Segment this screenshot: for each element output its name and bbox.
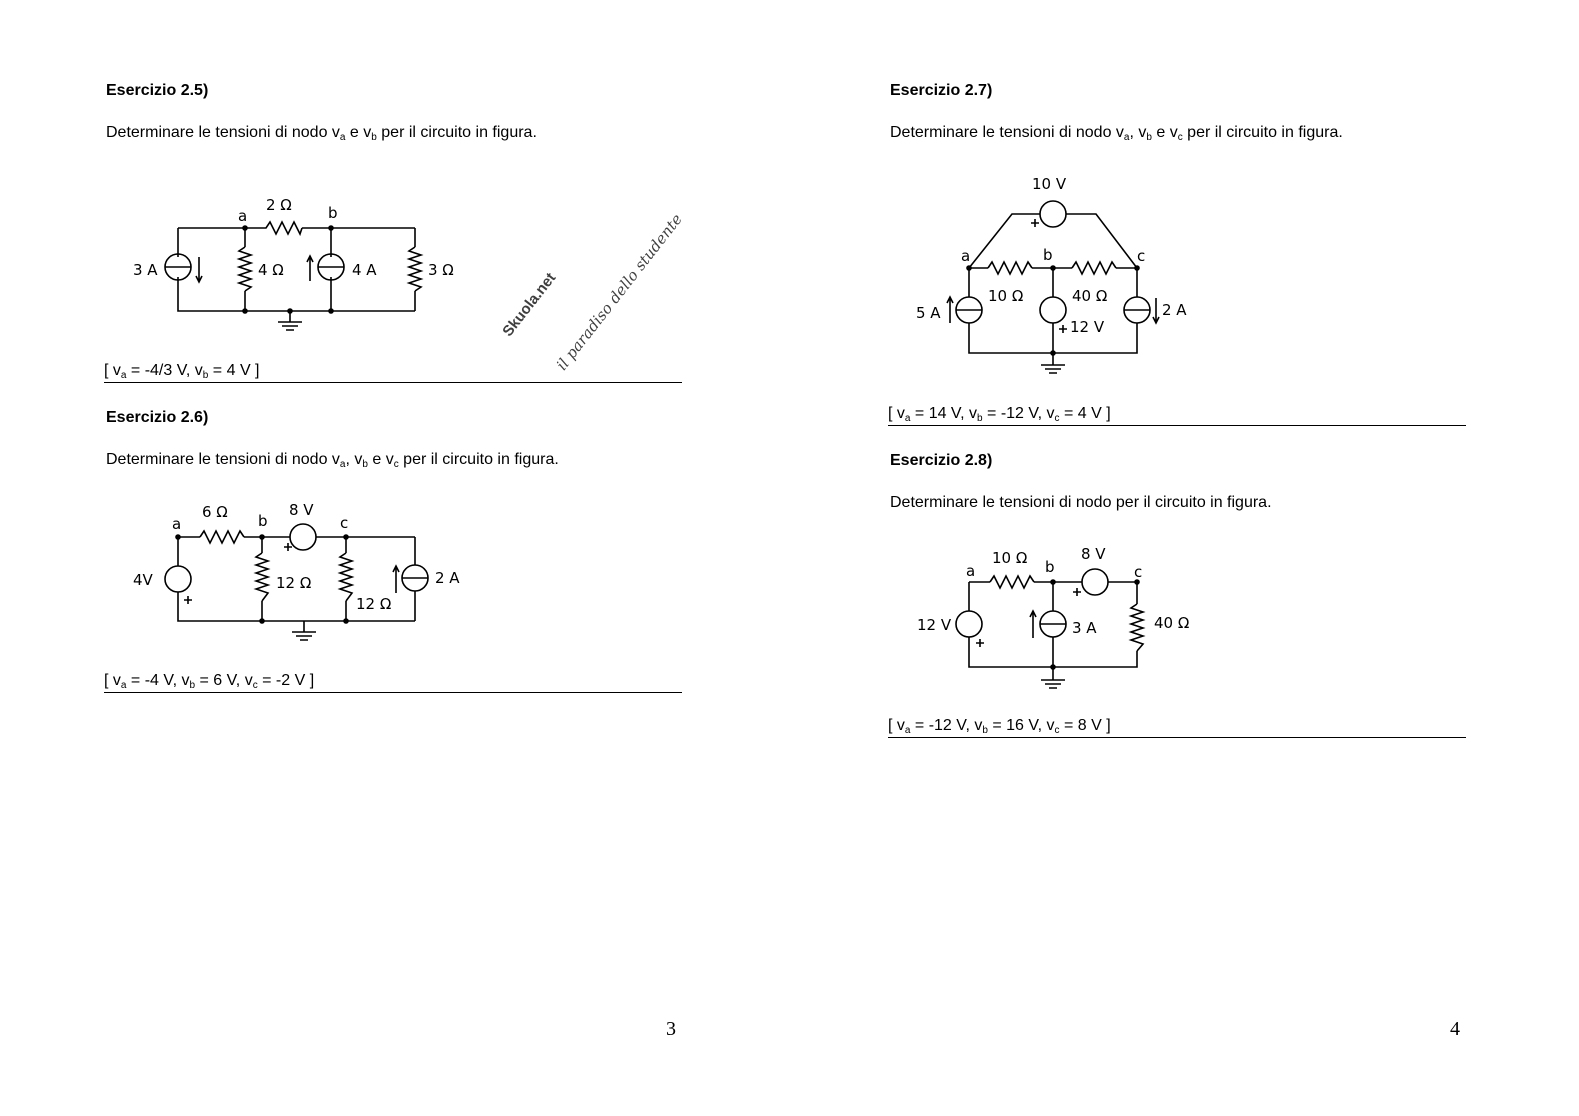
circuit-2-6	[120, 495, 480, 655]
arrow-up-icon	[1030, 611, 1036, 638]
svg-text:12 V: 12 V	[1070, 318, 1105, 336]
ground-icon	[1041, 353, 1065, 373]
svg-text:12 Ω: 12 Ω	[356, 595, 392, 613]
ground-icon	[1041, 667, 1065, 688]
arrow-down-icon	[1153, 298, 1159, 323]
ground-icon	[292, 621, 316, 640]
svg-text:12 Ω: 12 Ω	[276, 574, 312, 592]
circuit-2-8	[900, 540, 1240, 710]
svg-text:c: c	[1137, 247, 1146, 265]
circuit-2-5	[120, 185, 480, 345]
voltage-source-12v	[1040, 297, 1066, 323]
voltage-source-10v	[1040, 201, 1066, 227]
svg-text:a: a	[238, 207, 248, 225]
watermark-tagline: il paradiso dello studente	[552, 210, 686, 374]
svg-text:10 Ω: 10 Ω	[988, 287, 1024, 305]
answer-2-8: [ $v_a = -12$ V, $v_b = 16$ V, $v_c = 8$ V ]	[888, 717, 1466, 738]
svg-text:c: c	[1134, 563, 1143, 581]
resistor-40-ohm	[1072, 262, 1116, 274]
svg-text:b: b	[1045, 558, 1055, 576]
svg-text:4 Ω: 4 Ω	[258, 261, 284, 279]
svg-text:b: b	[258, 512, 268, 530]
svg-text:c: c	[340, 514, 349, 532]
exercise-title-2-5: Esercizio 2.5)	[106, 82, 209, 99]
svg-text:4 A: 4 A	[352, 261, 377, 279]
svg-text:10 V: 10 V	[1032, 175, 1067, 193]
svg-text:6 Ω: 6 Ω	[202, 503, 228, 521]
exercise-prompt-2-6: Determinare le tensioni di nodo $v_a$, $v_b$ e $v_c$ per il circuito in figura.	[106, 451, 559, 470]
voltage-source-4v	[165, 566, 191, 592]
voltage-source-8v	[1082, 569, 1108, 595]
page-number-left: 3	[666, 1018, 676, 1040]
ground-icon	[278, 311, 302, 330]
svg-text:8 V: 8 V	[289, 501, 314, 519]
arrow-up-icon	[947, 297, 953, 323]
resistor-2-ohm	[245, 222, 302, 234]
svg-text:3 A: 3 A	[1072, 619, 1097, 637]
circuit-2-7	[900, 168, 1240, 388]
arrow-down-icon	[196, 257, 202, 282]
svg-text:40 Ω: 40 Ω	[1072, 287, 1108, 305]
voltage-source-8v	[290, 524, 316, 550]
svg-text:a: a	[172, 515, 182, 533]
resistor-12-ohm-b	[256, 553, 268, 601]
svg-text:b: b	[328, 204, 338, 222]
svg-text:5 A: 5 A	[916, 304, 941, 322]
exercise-title-2-8: Esercizio 2.8)	[890, 452, 993, 469]
answer-2-6: [ $v_a = -4$ V, $v_b = 6$ V, $v_c = -2$ V ]	[104, 672, 682, 693]
resistor-10-ohm	[988, 262, 1032, 274]
voltage-source-12v	[956, 611, 982, 637]
answer-2-7: [ $v_a = 14$ V, $v_b = -12$ V, $v_c = 4$ V ]	[888, 405, 1466, 426]
exercise-prompt-2-7: Determinare le tensioni di nodo $v_a$, $v_b$ e $v_c$ per il circuito in figura.	[890, 124, 1343, 143]
arrow-up-icon	[307, 256, 313, 281]
svg-text:2 A: 2 A	[1162, 301, 1187, 319]
exercise-prompt-2-8: Determinare le tensioni di nodo per il circuito in figura.	[890, 494, 1272, 511]
svg-text:4V: 4V	[133, 571, 153, 589]
exercise-title-2-7: Esercizio 2.7)	[890, 82, 993, 99]
resistor-12-ohm-c	[340, 553, 352, 601]
exercise-title-2-6: Esercizio 2.6)	[106, 409, 209, 426]
svg-text:b: b	[1043, 246, 1053, 264]
arrow-up-icon	[393, 566, 399, 593]
resistor-3-ohm	[409, 247, 421, 291]
page-number-right: 4	[1450, 1018, 1460, 1040]
svg-text:2 A: 2 A	[435, 569, 460, 587]
svg-text:8 V: 8 V	[1081, 545, 1106, 563]
exercise-prompt-2-5: Determinare le tensioni di nodo $v_a$ e $v_b$ per il circuito in figura.	[106, 124, 537, 143]
resistor-10-ohm	[990, 576, 1034, 588]
svg-text:a: a	[961, 247, 971, 265]
svg-text:12 V: 12 V	[917, 616, 952, 634]
svg-text:a: a	[966, 562, 976, 580]
svg-text:3 A: 3 A	[133, 261, 158, 279]
resistor-40-ohm	[1131, 604, 1143, 651]
resistor-6-ohm	[200, 531, 244, 543]
resistor-4-ohm	[239, 247, 251, 291]
svg-text:2 Ω: 2 Ω	[266, 196, 292, 214]
watermark-brand: Skuola.net	[499, 269, 560, 340]
answer-2-5: [ $v_a = -4/3$ V, $v_b = 4$ V ]	[104, 362, 682, 383]
svg-text:10 Ω: 10 Ω	[992, 549, 1028, 567]
svg-text:40 Ω: 40 Ω	[1154, 614, 1190, 632]
svg-text:3 Ω: 3 Ω	[428, 261, 454, 279]
